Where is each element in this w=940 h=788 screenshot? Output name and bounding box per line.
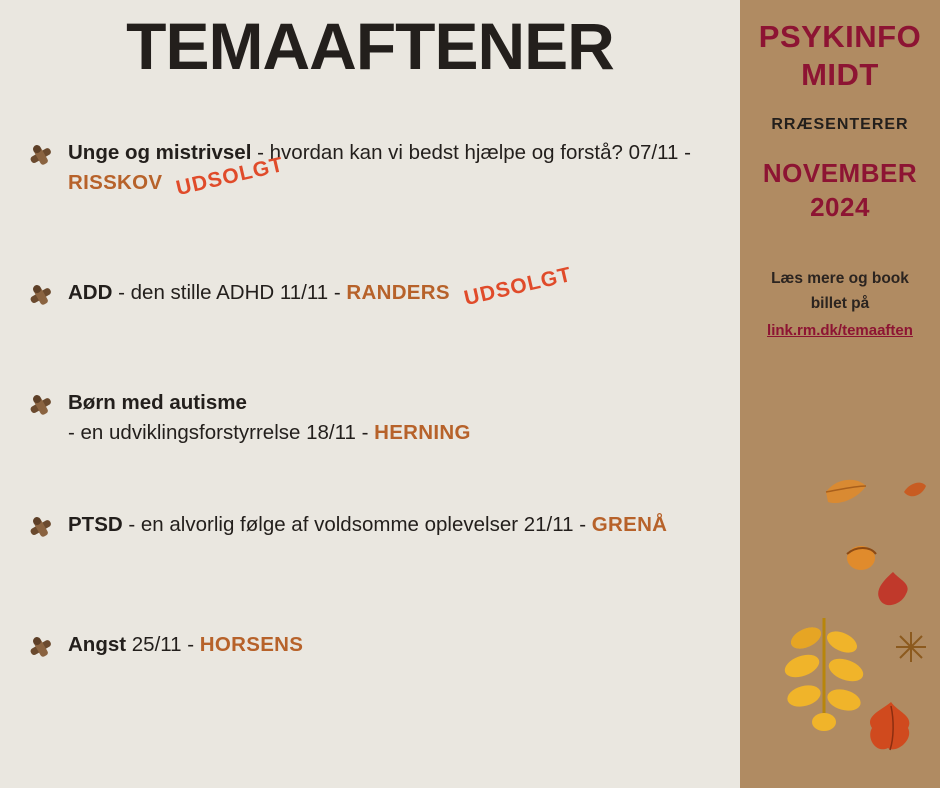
leaf-decoration-5 [776, 612, 872, 737]
booking-line-1: Læs mere og book [771, 270, 909, 287]
event-text [68, 630, 740, 660]
leaf-decoration-4 [872, 570, 914, 617]
status-badge: UDSOLGT [174, 153, 287, 201]
event-description: - den stille ADHD 11/11 - [112, 281, 347, 304]
list-item[interactable] [0, 630, 740, 700]
booking-line-2: billet på [810, 295, 870, 312]
event-text [68, 510, 740, 540]
status-badge: UDSOLGT [461, 263, 574, 311]
leaf-decoration-6 [864, 700, 918, 761]
page-title: TEMAAFTENER [126, 9, 614, 83]
presents-label: RRÆSENTERER [771, 116, 909, 133]
list-item[interactable] [0, 263, 740, 388]
event-text [68, 263, 740, 311]
pushpin-icon [26, 514, 56, 542]
event-text [68, 138, 740, 201]
leaf-decoration-2 [902, 478, 928, 509]
brand-name [740, 18, 940, 94]
pushpin-icon [26, 392, 56, 420]
booking-link[interactable]: link.rm.dk/temaaften [767, 322, 913, 339]
pushpin-icon [26, 634, 56, 662]
list-item[interactable] [0, 388, 740, 510]
event-title: PTSD [68, 513, 123, 536]
brand-line-1: PSYKINFO [758, 19, 922, 54]
event-list [0, 138, 740, 700]
pushpin-icon [26, 282, 56, 310]
event-location: RANDERS [346, 281, 450, 304]
month-label: NOVEMBER [762, 158, 918, 188]
event-location: HORSENS [199, 633, 304, 656]
leaf-decoration-7 [894, 630, 928, 669]
event-description: - en alvorlig følge af voldsomme oplevelser 21/11 - [122, 513, 592, 536]
event-description: 25/11 - [126, 633, 200, 656]
pushpin-icon [26, 142, 56, 170]
list-item[interactable] [0, 510, 740, 630]
event-location: GRENÅ [591, 513, 668, 536]
event-month [740, 156, 940, 224]
year-label: 2024 [810, 192, 870, 222]
event-title: Angst [68, 633, 127, 656]
event-text [68, 388, 740, 448]
event-description: - hvordan kan vi bedst hjælpe og forstå? 07/11 - [251, 141, 691, 164]
event-title: ADD [68, 281, 113, 304]
leaf-decoration-3 [844, 540, 878, 579]
event-title: Unge og mistrivsel [68, 141, 252, 164]
leaf-decoration-1 [822, 472, 870, 517]
sidebar [740, 0, 940, 788]
list-item[interactable] [0, 138, 740, 278]
brand-line-2: MIDT [801, 57, 879, 92]
event-location: RISSKOV [68, 171, 163, 194]
event-location: HERNING [374, 421, 471, 444]
event-description: - en udviklingsforstyrrelse 18/11 - [68, 421, 375, 444]
event-title: Børn med autisme [68, 391, 247, 414]
booking-info [740, 266, 940, 343]
